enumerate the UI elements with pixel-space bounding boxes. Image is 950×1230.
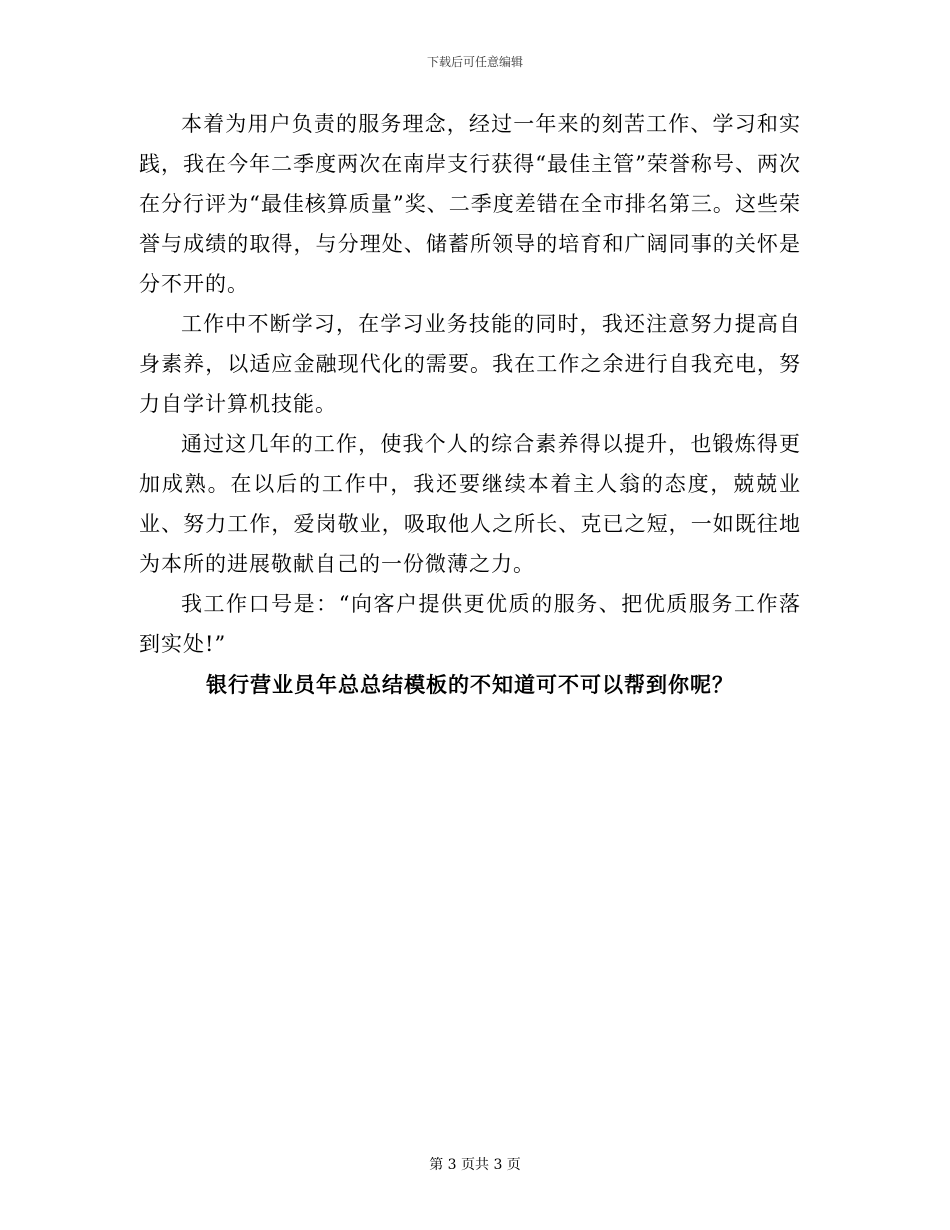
document-body [139,104,801,700]
paragraph-learning: 工作中不断学习，在学习业务技能的同时，我还注意努力提高自身素养，以适应金融现代化的需要。我在工作之余进行自我充电，努力自学计算机技能。 [139,312,801,416]
page-header-note: 下载后可任意编辑 [426,55,523,69]
paragraph-honors: 本着为用户负责的服务理念，经过一年来的刻苦工作、学习和实践，我在今年二季度两次在南岸支行获得“最佳主管”荣誉称号、两次在分行评为“最佳核算质量”奖、二季度差错在全市排名第三。这些荣誉与成绩的取得，与分理处、储蓄所领导的培育和广阔同事的关怀是分不开的。 [139,112,801,296]
paragraph-growth: 通过这几年的工作，使我个人的综合素养得以提升，也锻炼得更加成熟。在以后的工作中，我还要继续本着主人翁的态度，兢兢业业、努力工作，爱岗敬业，吸取他人之所长、克已之短，一如既往地为本所的进展敬献自己的一份微薄之力。 [139,432,801,576]
page-number: 第 3 页共 3 页 [429,1157,521,1173]
closing-line: 银行营业员年总总结模板的不知道可不可以帮到你呢？ [206,672,734,697]
paragraph-slogan: 我工作口号是：“向客户提供更优质的服务、把优质服务工作落到实处!” [139,592,801,656]
